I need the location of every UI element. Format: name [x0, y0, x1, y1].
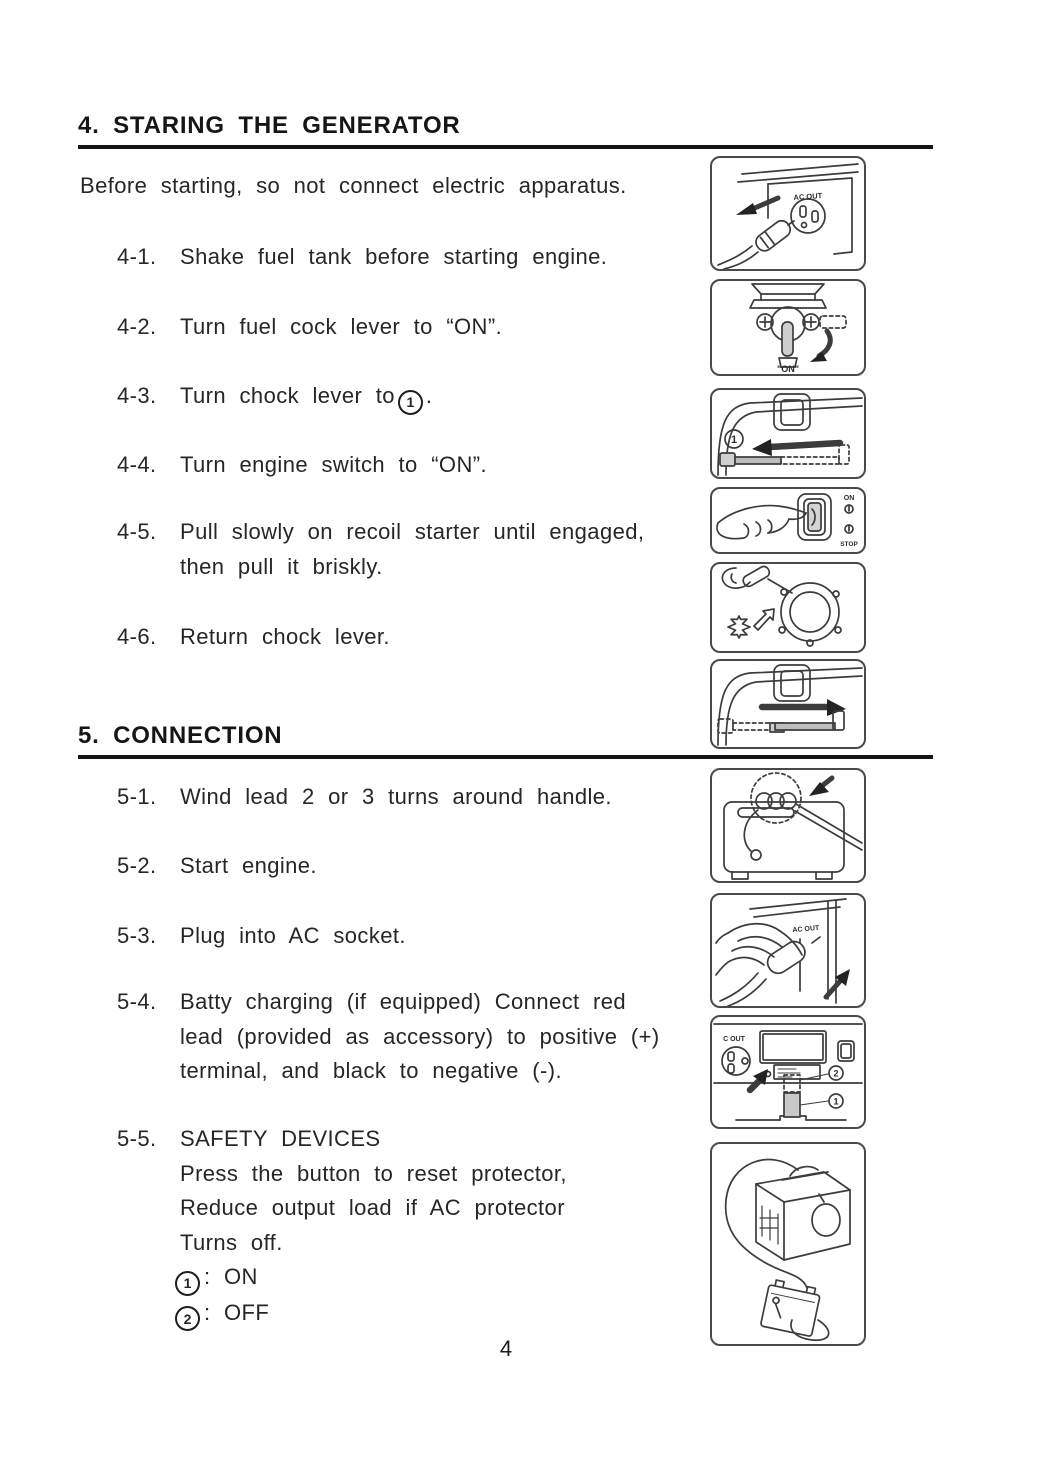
step-line: SAFETY DEVICES — [180, 1126, 381, 1151]
circled-1-marker: 1 — [398, 390, 423, 415]
step-line: terminal, and black to negative (-). — [180, 1058, 562, 1084]
figure-choke-lever-on — [710, 388, 866, 479]
circled-1-marker: 1 — [833, 1096, 839, 1107]
step-number: 5-3. — [117, 923, 157, 948]
step-number: 4-1. — [117, 244, 157, 269]
choke-lever-on-illustration — [712, 390, 864, 477]
step-line: Pull slowly on recoil starter until engaged, — [180, 519, 645, 544]
engine-switch-illustration — [712, 489, 864, 552]
protector-on-label: : ON — [204, 1264, 258, 1290]
step-5-4 — [117, 985, 660, 1089]
step-4-3 — [117, 379, 432, 415]
protector-off-line — [180, 1296, 567, 1332]
fuel-cock-on-label: "ON" — [776, 364, 800, 374]
step-number: 4-5. — [117, 519, 157, 544]
step-5-2 — [117, 849, 317, 884]
section4-heading: 4. STARING THE GENERATOR — [78, 112, 933, 149]
step-4-1 — [117, 240, 607, 275]
step-text: Return chock lever. — [180, 624, 390, 649]
step-number: 4-3. — [117, 383, 157, 408]
figure-fuel-cock-on — [710, 279, 866, 376]
step-text: Turn engine switch to “ON”. — [180, 452, 487, 477]
section4-intro: Before starting, so not connect electric apparatus. — [80, 173, 627, 198]
step-4-2 — [117, 310, 502, 345]
figure-engine-switch-on — [710, 487, 866, 554]
step-number: 5-5. — [117, 1126, 157, 1151]
ac-out-label: AC OUT — [793, 191, 823, 202]
figure-battery-charging — [710, 1142, 866, 1346]
figure-wind-lead-handle — [710, 768, 866, 883]
step-text — [180, 515, 644, 584]
step-number: 4-2. — [117, 314, 157, 339]
disconnect-apparatus-illustration — [712, 158, 864, 269]
step-text — [180, 379, 432, 415]
step-5-5 — [117, 1122, 567, 1331]
circled-1-marker: 1 — [175, 1271, 200, 1296]
ac-out-label: AC OUT — [792, 924, 820, 935]
step-4-4 — [117, 448, 487, 483]
step-line: Batty charging (if equipped) Connect red — [180, 989, 627, 1014]
section5-heading: 5. CONNECTION — [78, 722, 933, 759]
step-5-3 — [117, 919, 406, 954]
step-line: Press the button to reset protector, — [180, 1160, 567, 1186]
circled-2-marker: 2 — [833, 1068, 839, 1079]
page-number: 4 — [499, 1336, 513, 1361]
step-number: 4-4. — [117, 452, 157, 477]
step-text: Turn fuel cock lever to “ON”. — [180, 314, 503, 339]
step-number: 4-6. — [117, 624, 157, 649]
circled-2-marker: 2 — [175, 1306, 200, 1331]
switch-stop-label: STOP — [840, 541, 858, 548]
fuel-cock-illustration — [712, 281, 864, 374]
figure-ac-protector-panel — [710, 1015, 866, 1129]
step-text: Shake fuel tank before starting engine. — [180, 244, 608, 269]
ac-out-label: C OUT — [723, 1036, 745, 1043]
step-4-6 — [117, 620, 390, 655]
step-text — [180, 985, 660, 1089]
choke-lever-return-illustration — [712, 661, 864, 747]
step-number: 5-4. — [117, 989, 157, 1014]
step-text: Wind lead 2 or 3 turns around handle. — [180, 784, 612, 809]
plug-in-illustration — [712, 895, 864, 1006]
ac-protector-illustration — [712, 1017, 864, 1127]
step-text — [180, 1122, 567, 1331]
step-line: then pull it briskly. — [180, 553, 383, 579]
battery-charging-illustration — [712, 1144, 864, 1344]
step-text: Start engine. — [180, 853, 317, 878]
protector-off-label: : OFF — [204, 1299, 270, 1325]
step-text: Plug into AC socket. — [180, 923, 406, 948]
step-5-1 — [117, 780, 612, 815]
step-number: 5-1. — [117, 784, 157, 809]
step-number: 5-2. — [117, 853, 157, 878]
figure-disconnect-apparatus — [710, 156, 866, 271]
step-text-post: . — [425, 383, 433, 408]
wind-lead-illustration — [712, 770, 864, 881]
figure-choke-lever-return — [710, 659, 866, 749]
figure-plug-into-socket — [710, 893, 866, 1008]
step-4-5 — [117, 515, 644, 584]
step-text-pre: Turn chock lever to — [180, 383, 395, 408]
switch-on-label: ON — [843, 495, 855, 502]
recoil-starter-illustration — [712, 564, 864, 651]
step-line: lead (provided as accessory) to positive (+) — [180, 1023, 660, 1049]
step-line: Reduce output load if AC protector — [180, 1195, 565, 1221]
step-line: Turns off. — [180, 1229, 283, 1255]
circled-1-marker: 1 — [730, 434, 738, 446]
figure-recoil-starter — [710, 562, 866, 653]
protector-on-line — [180, 1260, 567, 1296]
